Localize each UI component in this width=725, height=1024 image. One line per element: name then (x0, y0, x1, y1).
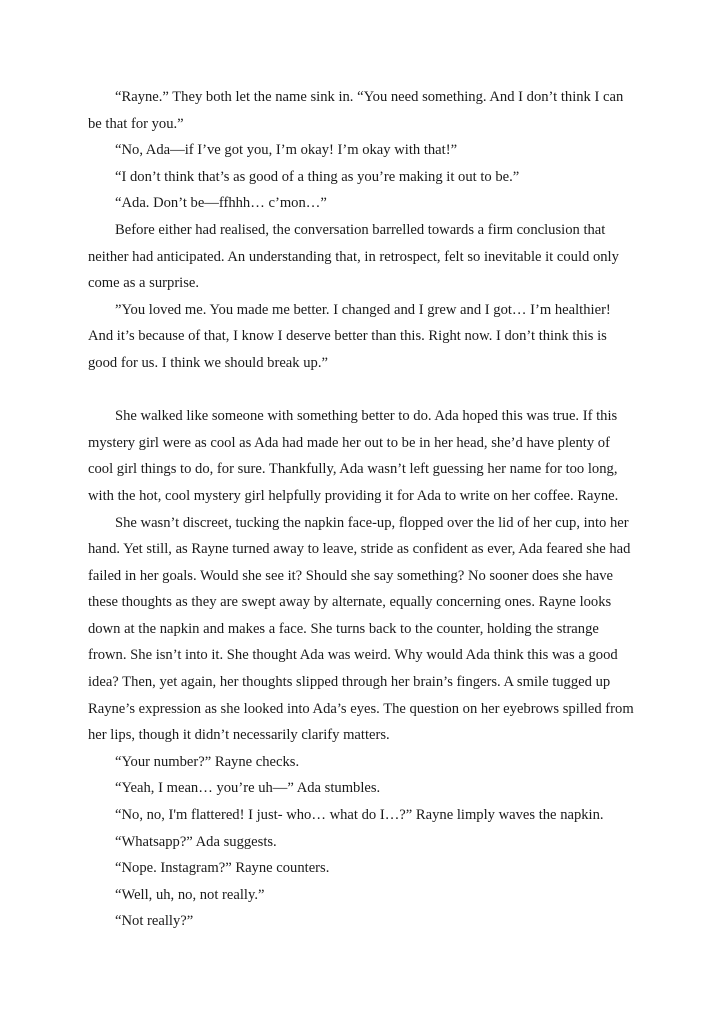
paragraph-line: “Ada. Don’t be—ffhhh… c’mon…” (115, 195, 327, 212)
paragraph-line: “Your number?” Rayne checks. (115, 753, 300, 770)
paragraph-line: neither had anticipated. An understanding that, in retrospect, felt so inevitable it could only (88, 248, 619, 265)
paragraph-line: cool girl things to do, for sure. Thankfully, Ada wasn’t left guessing her name for too long, (88, 461, 618, 478)
paragraph-line: failed in her goals. Would she see it? Should she say something? No sooner does she have (88, 567, 614, 584)
document-page (88, 84, 637, 935)
paragraph-line: “Rayne.” They both let the name sink in. “You need something. And I don’t think I can (115, 89, 624, 105)
paragraph-line: her lips, though it didn’t necessarily clarify matters. (88, 727, 390, 744)
paragraph-line: “No, no, I'm flattered! I just- who… what do I…?” Rayne limply waves the napkin. (115, 807, 604, 824)
paragraph-line: ”You loved me. You made me better. I changed and I grew and I got… I’m healthier! (115, 301, 611, 318)
text-section-2 (88, 403, 637, 935)
paragraph-line: be that for you.” (88, 115, 184, 132)
paragraph-line: Rayne’s expression as she looked into Ada’s eyes. The question on her eyebrows spilled from (88, 700, 634, 717)
paragraph-line: hand. Yet still, as Rayne turned away to leave, stride as confident as ever, Ada feared she had (88, 541, 631, 558)
paragraph-line: And it’s because of that, I know I deserve better than this. Right now. I don’t think this is (88, 328, 607, 345)
paragraph-line: these thoughts as they are swept away by alternate, equally concerning ones. Rayne looks (88, 594, 612, 611)
paragraph-line: “Nope. Instagram?” Rayne counters. (115, 860, 330, 877)
paragraph-line: She wasn’t discreet, tucking the napkin face-up, flopped over the lid of her cup, into her (115, 514, 629, 531)
section-break (88, 377, 637, 404)
paragraph-line: with the hot, cool mystery girl helpfully providing it for Ada to write on her coffee. Rayne. (88, 487, 619, 504)
paragraph-line: frown. She isn’t into it. She thought Ada was weird. Why would Ada think this was a good (88, 647, 618, 664)
paragraph-line: “Not really?” (115, 913, 194, 930)
paragraph-line: “Well, uh, no, not really.” (115, 886, 265, 903)
paragraph-line: “Yeah, I mean… you’re uh—” Ada stumbles. (115, 780, 381, 797)
paragraph-line: come as a surprise. (88, 275, 200, 292)
paragraph-line: Before either had realised, the conversation barrelled towards a firm conclusion that (115, 221, 606, 238)
text-section-1 (88, 84, 637, 377)
paragraph-line: down at the napkin and makes a face. She turns back to the counter, holding the strange (88, 620, 599, 637)
paragraph-line: “I don’t think that’s as good of a thing as you’re making it out to be.” (115, 168, 520, 185)
paragraph-line: idea? Then, yet again, her thoughts slipped through her brain’s fingers. A smile tugged up (88, 674, 611, 691)
paragraph-line: She walked like someone with something better to do. Ada hoped this was true. If this (115, 408, 618, 425)
paragraph-line: “Whatsapp?” Ada suggests. (115, 833, 277, 850)
paragraph-line: mystery girl were as cool as Ada had made her out to be in her head, she’d have plenty of (88, 434, 610, 451)
paragraph-line: “No, Ada—if I’ve got you, I’m okay! I’m okay with that!” (115, 142, 458, 159)
paragraph-line: good for us. I think we should break up.” (88, 354, 328, 371)
